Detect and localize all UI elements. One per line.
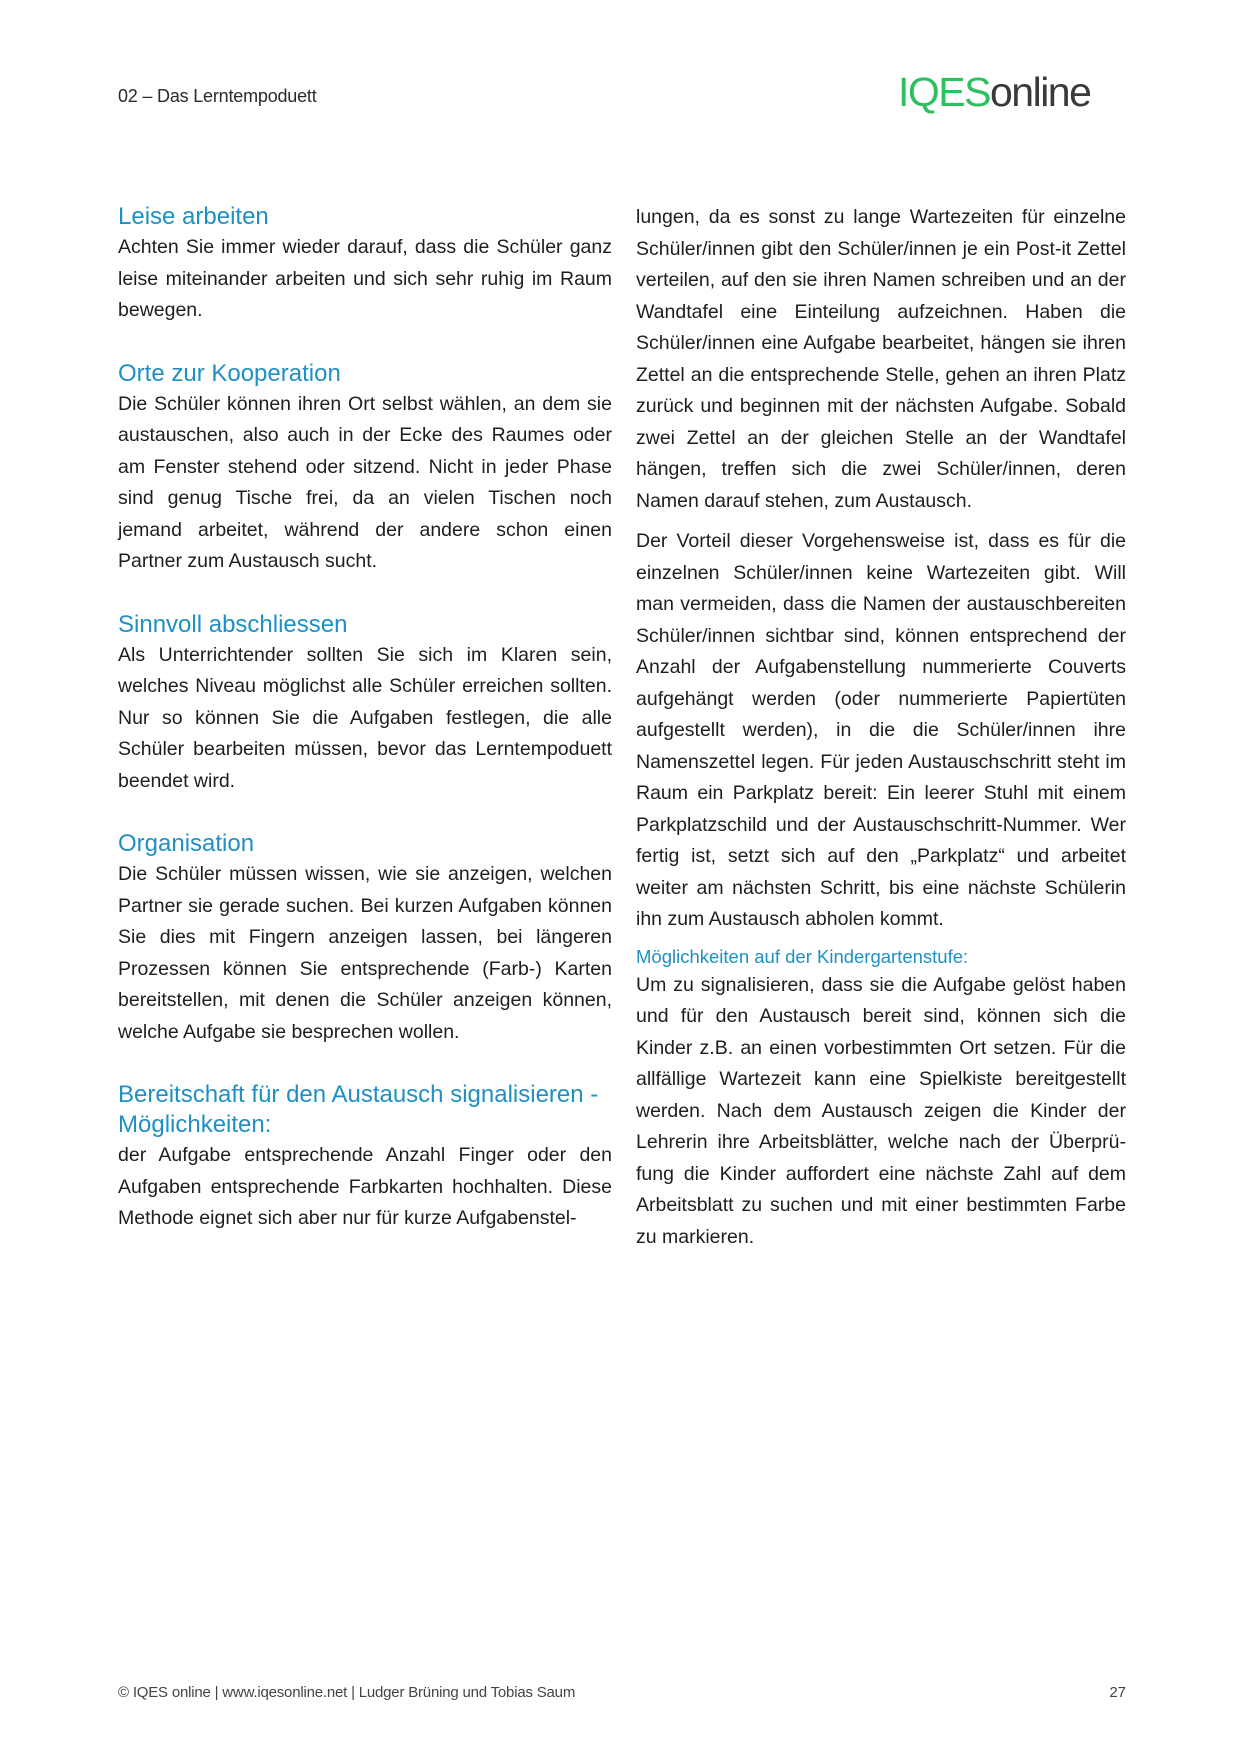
- kindergarten-subheading: Möglichkeiten auf der Kindergartenstufe:: [636, 945, 969, 967]
- section-body: Die Schüler müssen wissen, wie sie anzeigen, welchen Partner sie gerade suchen. Bei kurzen Aufgaben können Sie dies mit Fingern anzeigen lassen, bei längeren Prozessen können Sie entsprechende (Farb-) Karten bereitstellen, mit denen die Schüler anzeigen können, welche Aufgabe sie besprechen wollen.: [118, 863, 612, 1043]
- running-header-title: 02 – Das Lerntempoduett: [118, 86, 317, 106]
- section-heading: Orte zur Kooperation: [118, 359, 341, 387]
- section-body: Achten Sie immer wieder darauf, dass die Schüler ganz leise miteinander arbeiten und sich sehr ruhig im Raum bewegen.: [118, 236, 612, 321]
- logo-iqes-text: IQES: [898, 69, 990, 115]
- section-bereitschaft-signalisieren: [118, 1080, 612, 1235]
- section-organisation: [118, 829, 612, 1048]
- iqes-online-logo: [898, 69, 1091, 115]
- section-sinnvoll-abschliessen: [118, 610, 612, 798]
- section-body: Als Unterrichtender sollten Sie sich im Klaren sein, welches Niveau möglichst alle Schüler erreichen sollten. Nur so können Sie die Aufgaben festlegen, die alle Schüler bearbeiten müssen, bevor das Lerntempoduett beendet wird.: [118, 643, 612, 792]
- right-column: [636, 202, 1126, 1253]
- paragraph-post-it-method: lungen, da es sonst zu lange Wartezeiten für einzelne Schüler/innen gibt den Schüler/innen je ein Post-it Zettel verteilen, auf den sie ihren Namen schreiben und an der Wandtafel eine Einteilung aufzeichnen. Haben die Schüler/innen eine Aufgabe bearbeitet, hängen sie ihren Zettel an die entsprechende Stelle, gehen an ihren Platz zurück und beginnen mit der nächsten Aufgabe. Sobald zwei Zettel an der gleichen Stelle an der Wandtafel hängen, treffen sich die zwei Schüler/innen, deren Namen darauf stehen, zum Austausch.: [636, 206, 1126, 512]
- logo-online-text: online: [989, 69, 1091, 115]
- section-heading: Sinnvoll abschliessen: [118, 610, 348, 638]
- section-heading: Bereitschaft für den Austausch signalisieren - Möglichkeiten:: [118, 1081, 599, 1138]
- left-column: [118, 202, 612, 1235]
- kindergarten-body: Um zu signalisieren, dass sie die Aufgabe gelöst haben und für den Austausch bereit sind, können sich die Kinder z.B. an einen vorbestimmten Ort setzen. Für die allfällige Wartezeit kann eine Spielkiste bereitgestellt werden. Nach dem Austausch zeigen die Kinder der Lehrerin ihre Arbeitsblätter, welche nach der Überprüfung die Kinder auffordert eine nächste Zahl auf dem Arbeitsblatt zu suchen und mit einer bestimmten Farbe zu markieren.: [636, 973, 1126, 1248]
- page-number: 27: [1109, 1684, 1126, 1701]
- section-heading: Organisation: [118, 830, 255, 857]
- section-leise-arbeiten: [118, 202, 612, 327]
- section-heading: Leise arbeiten: [118, 203, 269, 230]
- section-orte-zur-kooperation: [118, 359, 612, 578]
- section-body: der Aufgabe entsprechende Anzahl Finger oder den Aufgaben entsprechende Farbkarten hochhalten. Diese Methode eignet sich aber nur für kurze Aufgabenstel-: [118, 1144, 612, 1229]
- footer-credits: © IQES online | www.iqesonline.net | Ludger Brüning und Tobias Saum: [118, 1684, 576, 1701]
- paragraph-vorteil: Der Vorteil dieser Vorgehensweise ist, dass es für die einzelnen Schüler/innen keine Wartezeiten gibt. Will man vermeiden, dass die Namen der austauschbereiten Schüler/innen sichtbar sind, können entsprechend der Anzahl der Aufgabenstellung nummerierte Couverts aufgehängt werden (oder nummerierte Papiertüten aufgestellt werden), in die die Schüler/innen ihre Namenszettel legen. Für jeden Austauschschritt steht im Raum ein Parkplatz bereit: Ein leerer Stuhl mit einem Parkplatzschild und der Austauschschritt-Nummer. Wer fertig ist, setzt sich auf den „Parkplatz“ und arbeitet weiter am nächsten Schritt, bis eine nächste Schülerin ihn zum Austausch abholen kommt.: [636, 530, 1126, 930]
- section-body: Die Schüler können ihren Ort selbst wählen, an dem sie austauschen, also auch in der Ecke des Raumes oder am Fenster stehend oder sitzend. Nicht in jeder Phase sind genug Tische frei, da an vielen Tischen noch jemand arbeitet, während der andere schon einen Partner zum Austausch sucht.: [118, 392, 612, 572]
